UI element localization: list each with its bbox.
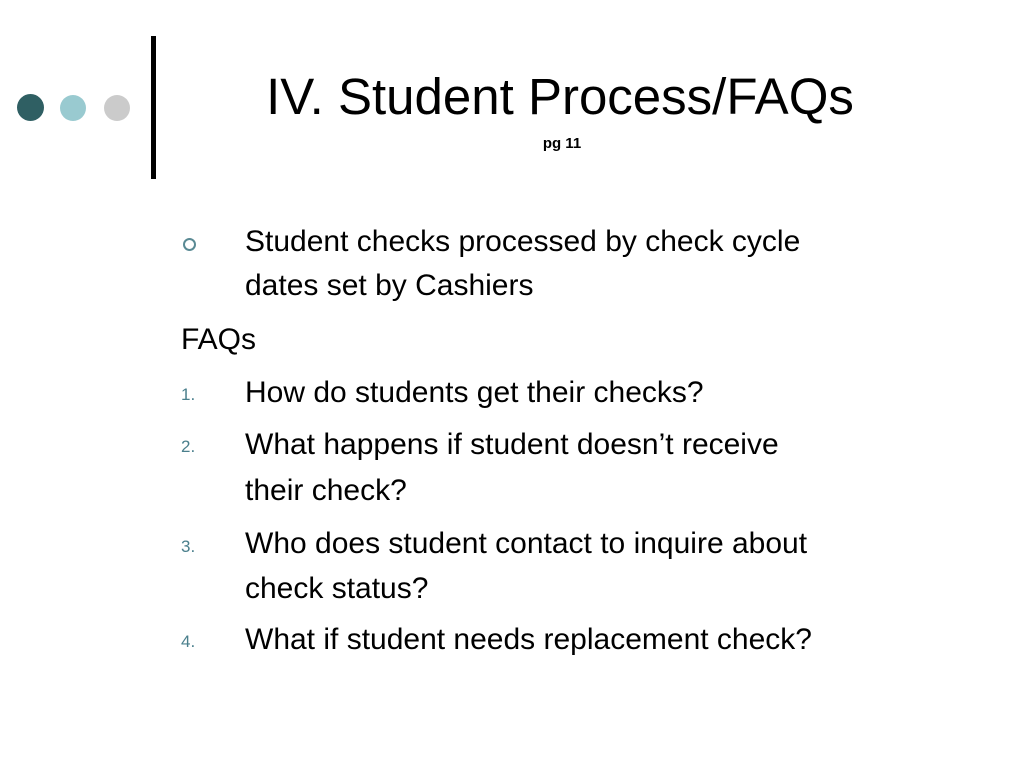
bullet-line-1: Student checks processed by check cycle [245, 225, 801, 258]
faq-1-line-1: How do students get their checks? [245, 376, 704, 409]
bullet-line-2: dates set by Cashiers [245, 269, 534, 302]
hollow-circle-bullet-icon [183, 238, 196, 251]
decorative-dot-gray [104, 95, 130, 121]
faq-4-line-1: What if student needs replacement check? [245, 623, 812, 656]
faq-3-line-2: check status? [245, 572, 429, 605]
faq-number-4: 4. [181, 632, 196, 651]
slide-subtitle: pg 11 [542, 135, 582, 152]
slide-title: IV. Student Process/FAQs [266, 68, 854, 125]
faq-heading: FAQs [181, 323, 257, 356]
faq-2-line-1: What happens if student doesn’t receive [245, 428, 779, 461]
faq-number-1: 1. [181, 385, 196, 404]
decorative-dot-light [60, 95, 86, 121]
decorative-dot-dark [17, 94, 44, 121]
faq-number-2: 2. [181, 437, 196, 456]
faq-number-3: 3. [181, 537, 196, 556]
title-divider [151, 36, 156, 179]
faq-3-line-1: Who does student contact to inquire about [245, 527, 808, 560]
faq-2-line-2: their check? [245, 474, 407, 507]
